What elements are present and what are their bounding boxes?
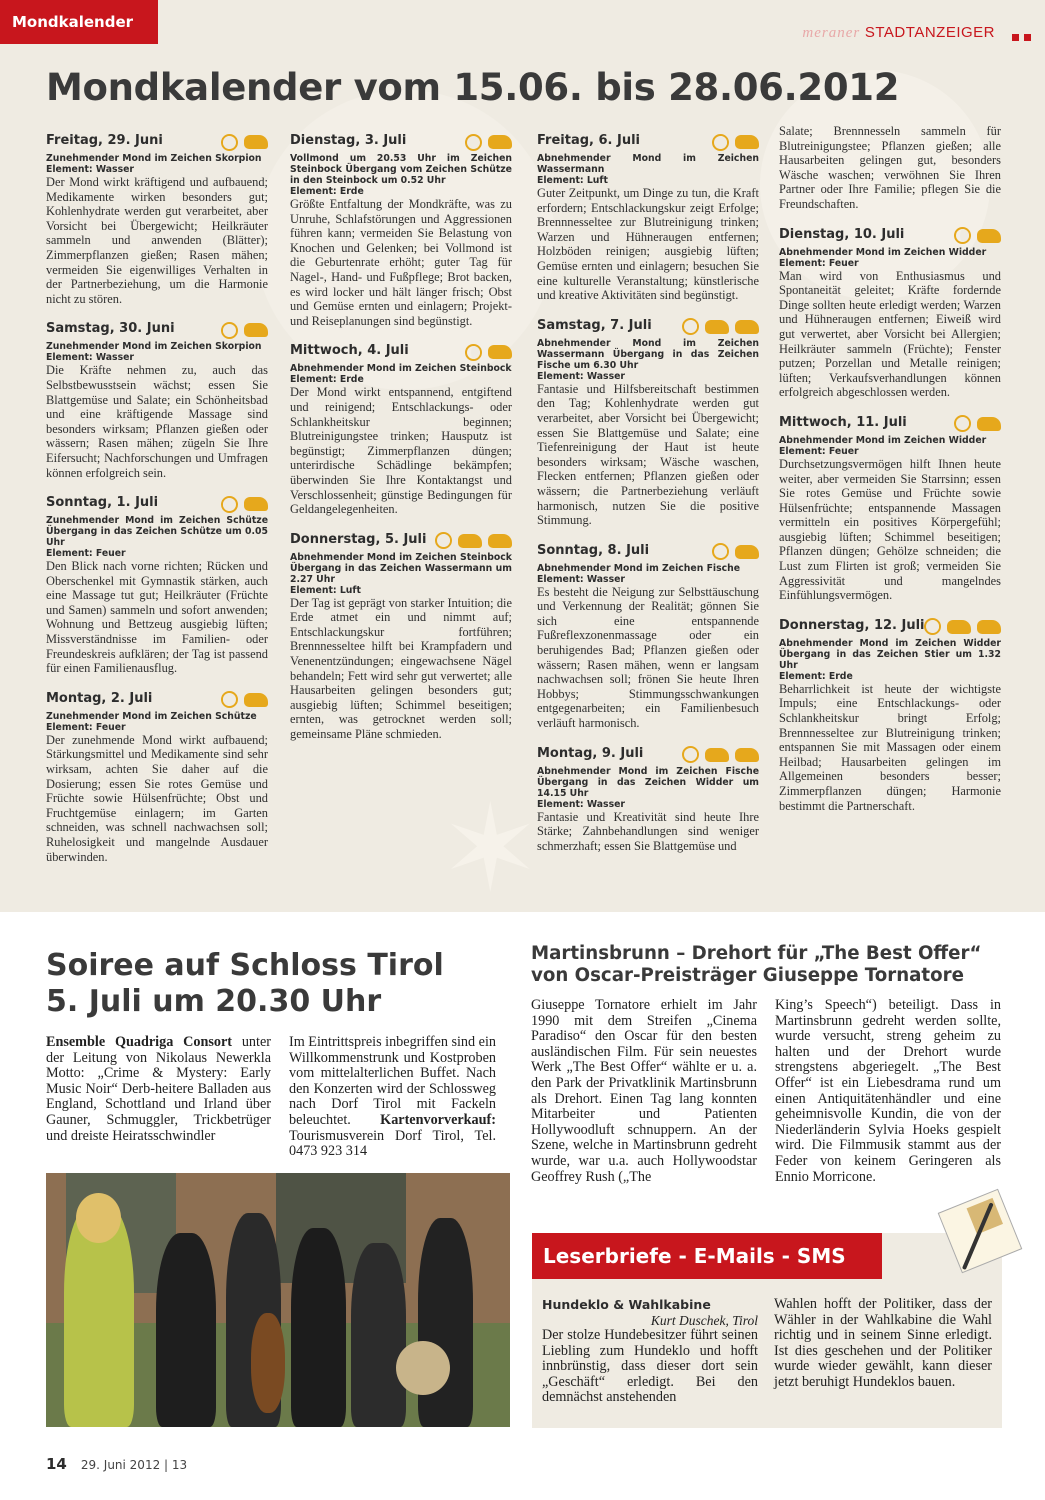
entry-body: Man wird von Enthusiasmus und Spontaneität geleitet; Kräfte fordernde Dinge sollten heute erledigt werden; Warzen und Hühneraugen entfernen; Eiweiß wird gut verwertet, aber Vorsicht bei Allergien; Heilkräuter sammeln (Früchte); Fenster putzen; Porzellan und Metalle reinigen; lüften; Verkaufsverhandlungen können erfolgreich abgeschlossen werden.: [779, 268, 1001, 400]
calendar-entry: [779, 226, 1001, 400]
entry-moon-sign: Abnehmender Mond im Zeichen Wassermann: [537, 153, 759, 175]
aries-icon: [977, 417, 1001, 431]
entry-element: Element: Feuer: [46, 548, 126, 560]
entry-element: Element: Luft: [290, 584, 361, 596]
entry-body: Fantasie und Hilfsbereitschaft bestimmen den Tag; Kohlenhydrate werden gut verarbeitet, aber Vorsicht bei Übergewicht; essen Sie Blattgemüse und Salate; eine Tiefenreinigung der Haut ist heute besonders wirksam; Wäsche waschen, Flecken entfernen; Pflanzen gießen oder wässern; die Partnerbeziehung verläuft harmonisch, nutzen Sie die positive Stimmung.: [537, 381, 759, 528]
entry-moon-sign: Zunehmender Mond im Zeichen Skorpion: [46, 341, 262, 353]
waning-moon-icon: [924, 618, 941, 635]
calendar-entry: [290, 531, 512, 742]
entry-body: Der Mond wirkt entspannend, entgiftend und reinigend; Entschlackungs- oder Schlankheitskur beginnen; Blutreinigungstee trinken; Hausputz ist begünstigt; Zimmerpflanzen düngen; unterirdische Schädlinge bekämpfen; überwinden Sie Ihre Kontaktangst und Verschlossenheit; günstige Bedingungen für Geldangelegenheiten.: [290, 385, 512, 517]
waning-moon-icon: [712, 134, 729, 151]
entry-body: Es besteht die Neigung zur Selbsttäuschung und Verkennung der Realität; gönnen Sie sich eine entspannende Fußreflexzonenmassage oder ein beruhigendes Bad; Pflanzen gießen oder wässern; Rasen mähen, wenn er langsam nachwachsen soll; frönen Sie heute Ihren Hobbys; Stimmungsschwankungen entgegenarbeiten; ein Familienbesuch verläuft harmonisch.: [537, 584, 759, 731]
entry-icons: [682, 317, 759, 337]
page-number: 14: [46, 1455, 67, 1473]
entry-moon-sign: Abnehmender Mond im Zeichen Steinbock: [290, 363, 512, 375]
letters-box: [532, 1233, 1002, 1428]
entry-icons: [712, 542, 759, 562]
entry-moon-sign: Zunehmender Mond im Zeichen Schütze Übergang in das Zeichen Schütze um 0.05 Uhr: [46, 515, 268, 549]
aquarius-icon: [735, 135, 759, 149]
calendar-entry-continuation: [779, 124, 1001, 212]
calendar-column-2: [290, 132, 512, 756]
calendar-entry: [779, 617, 1001, 813]
waning-moon-icon: [465, 344, 482, 361]
calendar-entry: [46, 320, 268, 480]
entry-body: Größte Entfaltung der Mondkräfte, was zu Unruhe, Schlafstörungen und Aggressionen führen kann; vermeiden Sie Belastung von Knochen und Gelenken; bei Vollmond ist die Geburtenrate erhöht; guter Tag für Nagel-, Hand- und Fußpflege; Brot backen, es wird locker und hält länger frisch; Obst und Gemüse ernten und einlagern; Projekt- und Reiseplanungen sind begünstigt.: [290, 197, 512, 328]
entry-body: Fantasie und Kreativität sind heute Ihre Stärke; Zahnbehandlungen sind weniger schmerzhaft; essen Sie Blattgemüse und: [537, 809, 759, 853]
publication-brand: [802, 24, 995, 42]
page-footer: [46, 1455, 187, 1473]
entry-day: Mittwoch, 4. Juli: [290, 343, 409, 359]
martinsbrunn-text-col-2: King’s Speech“) beteiligt. Dass in Martinsbrunn gedreht werden sollte, wurde versucht, streng geheim zu halten und der Drehort wurde strengstens abgeriegelt. „The Best Offer“ ist ein Liebesdrama rund um einen Antiquitätenhändler und eine geheimnisvolle Kundin, die von der Niederländerin Sylvia Hoeks gespielt wird. Die Filmmusik stammt aus der Feder von keinem Geringeren als Ennio Morricone.: [775, 997, 1001, 1185]
pisces-icon: [735, 320, 759, 334]
entry-body: Die Kräfte nehmen zu, auch das Selbstbewusstsein wächst; essen Sie Blattgemüse und Salate; ein Schönheitsbad und eine kräftigende Massage sind besonders wirksam; Pflanzen gießen oder wässern; Rasen mähen; zügeln Sie Ihre Eifersucht; Nachforschungen und Umfragen können erfolgreich sein.: [46, 363, 268, 480]
entry-moon-sign: Abnehmender Mond im Zeichen Widder: [779, 434, 987, 446]
entry-day: Samstag, 7. Juli: [537, 317, 652, 333]
scorpio-icon: [244, 135, 268, 149]
aquarius-icon: [705, 320, 729, 334]
entry-day: Montag, 2. Juli: [46, 690, 153, 706]
entry-header: [537, 542, 759, 562]
waxing-moon-icon: [221, 322, 238, 339]
section-tab: Mondkalender: [0, 0, 158, 44]
entry-header: [290, 132, 512, 152]
photo-person-2: [156, 1233, 216, 1427]
entry-day: Dienstag, 10. Juli: [779, 226, 905, 242]
photo-person-4: [291, 1228, 346, 1427]
entry-header: [779, 414, 1001, 434]
capricorn-icon: [458, 534, 482, 548]
entry-icons: [954, 226, 1001, 246]
entry-header: [46, 494, 268, 514]
entry-element: Element: Wasser: [46, 352, 135, 364]
entry-day: Donnerstag, 12. Juli: [779, 617, 925, 633]
full-moon-icon: [465, 134, 482, 151]
soiree-details: Im Eintrittspreis inbegriffen sind ein Willkommenstrunk und Kostproben vom mittelalterlichen Buffet. Nach den Konzerten wird der Schlossweg nach Dorf Tirol mit Fackeln beleuchtet.: [289, 1034, 496, 1128]
calendar-column-1: [46, 132, 268, 878]
calendar-entry: [46, 690, 268, 864]
entry-body: Den Blick nach vorne richten; Rücken und Oberschenkel mit Gymnastik stärken, auch eine Massage tut gut; Heilkräuter (Früchte und Samen) sammeln und sofort anwenden; Wohnung und Bettzeug ausgiebig lüften; Missverständnisse im Familien- oder Freundeskreis aufklären; der Tag ist passend für einen Familienausflug.: [46, 559, 268, 676]
issue-date: 29. Juni 2012 | 13: [80, 1458, 188, 1472]
presale-label: Kartenvorverkauf:: [380, 1111, 496, 1128]
entry-element: Element: Erde: [290, 374, 364, 386]
waning-moon-icon: [682, 746, 699, 763]
entry-day: Sonntag, 8. Juli: [537, 542, 650, 558]
letter-title: Hundeklo & Wahlkabine: [542, 1297, 711, 1312]
entry-moon-sign: Zunehmender Mond im Zeichen Skorpion: [46, 153, 262, 164]
martinsbrunn-text-col-1: Giuseppe Tornatore erhielt im Jahr 1990 mit dem Streifen „Cinema Paradiso“ den Oscar für den besten ausländischen Film. Für sein neuestes Werk „The Best Offer“ wählte er u. a. den Park der Privatklinik Martinsbrunn als Drehort. Einen Tag lang konnten Mitarbeiter und Patienten Hollywoodluft schnuppern. An der Szene, welche in Martinsbrunn gedreht wurde, war u.a. auch Hollywoodstar Geoffrey Rush („The: [531, 997, 757, 1185]
entry-day: Donnerstag, 5. Juli: [290, 531, 427, 547]
entry-icons: [465, 132, 512, 152]
calendar-entry: [537, 132, 759, 303]
calendar-column-3: [537, 132, 759, 867]
aries-icon: [735, 748, 759, 762]
entry-day: Dienstag, 3. Juli: [290, 133, 407, 148]
brand-caps: STADTANZEIGER: [864, 24, 995, 41]
entry-body: Der zunehmende Mond wirkt aufbauend; Stärkungsmittel und Medikamente sind sehr wirksam, achten Sie daher auf die Dosierung; essen Sie rotes Gemüse und Früchte sowie Hülsenfrüchte; Obst und Fruchtgemüse einlagern; im Garten schneiden, was schnell nachwachsen soll; Ruhelosigkeit und mangelnde Ausdauer überwinden.: [46, 732, 268, 864]
pisces-icon: [735, 545, 759, 559]
entry-icons: [924, 617, 1001, 637]
entry-element: Element: Erde: [779, 670, 853, 682]
entry-icons: [221, 494, 268, 514]
entry-icons: [682, 745, 759, 765]
presale-text: Tourismusverein Dorf Tirol, Tel. 0473 923 314: [289, 1127, 496, 1160]
calendar-entry: [537, 745, 759, 854]
capricorn-icon: [488, 135, 512, 149]
sagittarius-icon: [244, 693, 268, 707]
entry-element: Element: Wasser: [537, 370, 626, 382]
entry-header: [46, 132, 268, 152]
entry-icons: [435, 531, 512, 551]
entry-header: [537, 132, 759, 152]
brand-dots-icon: [1007, 28, 1037, 36]
entry-element: Element: Erde: [290, 186, 364, 197]
soiree-text-col-2: [289, 1035, 496, 1160]
aries-icon: [947, 620, 971, 634]
waning-moon-icon: [435, 532, 452, 549]
page-title: Mondkalender vom 15.06. bis 28.06.2012: [46, 66, 900, 109]
entry-body: Salate; Brennnesseln sammeln für Blutreinigungstee; Pflanzen gießen; alle Hausarbeiten gelingen gut, besonders Wäsche waschen; verwöhnen Sie Ihren Partner oder Ihre Familie; pflegen Sie die Freundschaften.: [779, 124, 1001, 211]
entry-day: Freitag, 29. Juni: [46, 133, 163, 148]
entry-moon-sign: Abnehmender Mond im Zeichen Fische: [537, 562, 741, 574]
letter-pen-icon: [931, 1182, 1030, 1281]
entry-moon-sign: Abnehmender Mond im Zeichen Widder: [779, 246, 987, 258]
entry-icons: [221, 132, 268, 152]
entry-header: [46, 320, 268, 340]
capricorn-icon: [488, 345, 512, 359]
photo-person-6: [418, 1218, 473, 1427]
calendar-entry: [537, 317, 759, 528]
waxing-moon-icon: [221, 691, 238, 708]
letters-section-bar: Leserbriefe - E-Mails - SMS: [532, 1233, 882, 1279]
waning-moon-icon: [954, 227, 971, 244]
letter-text-1: Der stolze Hundebesitzer führt seinen Liebling zum Hundeklo und hofft innbrünstig, dass dieser dort sein „Geschäft“ erledigt. Bei den demnächst anstehenden: [542, 1327, 758, 1406]
entry-day: Freitag, 6. Juli: [537, 133, 641, 148]
entry-header: [779, 226, 1001, 246]
ensemble-photo: [46, 1173, 510, 1427]
entry-day: Mittwoch, 11. Juli: [779, 414, 907, 430]
calendar-entry: [537, 542, 759, 731]
viol-icon: [251, 1313, 285, 1413]
calendar-entry: [46, 494, 268, 676]
calendar-column-4: [779, 126, 1001, 827]
entry-header: [46, 690, 268, 710]
entry-element: Element: Wasser: [537, 798, 626, 810]
aquarius-icon: [488, 534, 512, 548]
aries-icon: [977, 229, 1001, 243]
entry-moon-sign: Abnehmender Mond im Zeichen Fische Übergang in das Zeichen Widder um 14.15 Uhr: [537, 765, 759, 799]
entry-element: Element: Wasser: [46, 164, 135, 175]
entry-body: Beharrlichkeit ist heute der wichtigste Impuls; eine Entschlackungs- oder Schlankheitskur bringt Erfolg; Brennnesseltee zur Blutreinigung trinken; entspannen Sie mit Massagen oder einem Heilbad; Hausarbeiten gelingen im Allgemeinen besonders besser; Zimmerpflanzen düngen; Harmonie bestimmt die Partnerschaft.: [779, 681, 1001, 813]
entry-icons: [712, 132, 759, 152]
sagittarius-icon: [244, 497, 268, 511]
entry-icons: [954, 414, 1001, 434]
entry-element: Element: Wasser: [537, 573, 626, 585]
entry-moon-sign: Abnehmender Mond im Zeichen Widder Übergang in das Zeichen Stier um 1.32 Uhr: [779, 637, 1001, 671]
entry-header: [537, 745, 759, 765]
soiree-intro: unter der Leitung von Nikolaus Newerkla Motto: „Crime & Mystery: Early Music Noir“ Derb-heitere Balladen aus England, Schottland und Irland über Gauner, Schmuggler, Trickbetrüger und dreiste Heiratsschwindler: [46, 1034, 271, 1144]
entry-header: [779, 617, 1001, 637]
entry-moon-sign: Zunehmender Mond im Zeichen Schütze: [46, 710, 257, 722]
taurus-icon: [977, 620, 1001, 634]
letter-col-1: [542, 1297, 758, 1406]
soiree-headline: Soiree auf Schloss Tirol 5. Juli um 20.30 Uhr: [46, 948, 444, 1019]
entry-body: Der Mond wirkt kräftigend und aufbauend; Medikamente wirken besonders gut; Kohlenhydrate werden gut verarbeitet, aber Vorsicht bei Übergewicht; Heilkräuter sammeln und anwenden (Blätter); Zimmerpflanzen gießen; Rasen mähen; vermeiden Sie eigenwilliges Verhalten in der Partnerbeziehung, um die Harmonie nicht zu stören.: [46, 175, 268, 306]
soiree-text-col-1: [46, 1035, 271, 1144]
entry-moon-sign: Abnehmender Mond im Zeichen Steinbock Übergang in das Zeichen Wassermann um 2.27 Uhr: [290, 551, 512, 585]
entry-element: Element: Feuer: [779, 445, 859, 457]
calendar-entry: [779, 414, 1001, 603]
letter-text-2: Wahlen hofft der Politiker, dass der Wähler in der Wahlkabine die Wahl richtig und in seinem Sinne erledigt. Ist dies geschehen und der Politiker wurde wieder gewählt, kann dieser jetzt beruhigt Hundeklos bauen.: [774, 1296, 992, 1390]
waning-moon-icon: [682, 318, 699, 335]
waning-moon-icon: [712, 543, 729, 560]
photo-person-5: [351, 1243, 406, 1427]
entry-moon-sign: Abnehmender Mond im Zeichen Wassermann Übergang in das Zeichen Fische um 6.30 Uhr: [537, 337, 759, 371]
entry-body: Guter Zeitpunkt, um Dinge zu tun, die Kraft erfordern; Entschlackungskur zeigt Erfolge; Brennnesseltee zur Blutreinigung trinken; Warzen und Hühneraugen entfernen; Holzböden reinigen; ausgiebig lüften; Gemüse ernten und einlagern; besuchen Sie eine kulturelle Veranstaltung; künstlerische und kreative Aktivitäten sind begünstigt.: [537, 186, 759, 303]
entry-icons: [465, 342, 512, 362]
entry-element: Element: Feuer: [779, 257, 859, 269]
entry-header: [290, 531, 512, 551]
entry-day: Samstag, 30. Juni: [46, 321, 175, 337]
entry-element: Element: Feuer: [46, 721, 126, 733]
entry-moon-sign: Vollmond um 20.53 Uhr im Zeichen Steinbock Übergang vom Zeichen Schütze in den Steinbock um 0.52 Uhr: [290, 153, 512, 186]
entry-element: Element: Luft: [537, 175, 608, 186]
calendar-entry: [290, 132, 512, 328]
entry-icons: [221, 690, 268, 710]
entry-body: Durchsetzungsvermögen hilft Ihnen heute weiter, aber vermeiden Sie Starrsinn; essen Sie rotes Gemüse und Früchte sowie Hülsenfrüchte; entspannende Massagen vermitteln ein positives Körpergefühl; ausgiebig lüften; Schimmel beseitigen; Pflanzen düngen; Gehölze schneiden; die Lust zum Flirten ist groß; vermeiden Sie Aggressivität und mangelndes Einfühlungsvermögen.: [779, 456, 1001, 603]
martinsbrunn-headline: Martinsbrunn – Drehort für „The Best Offer“ von Oscar-Preisträger Giuseppe Tornatore: [531, 943, 982, 986]
frame-drum-icon: [396, 1341, 450, 1395]
entry-header: [537, 317, 759, 337]
letter-author: Kurt Duschek, Tirol: [650, 1313, 758, 1328]
waning-moon-icon: [954, 415, 971, 432]
entry-header: [290, 342, 512, 362]
pisces-icon: [705, 748, 729, 762]
watermark-star-icon: ✶: [440, 783, 541, 912]
calendar-entry: [290, 342, 512, 516]
calendar-entry: [46, 132, 268, 306]
brand-script: meraner: [802, 25, 861, 41]
scorpio-icon: [244, 323, 268, 337]
waxing-moon-icon: [221, 134, 238, 151]
entry-icons: [221, 320, 268, 340]
entry-day: Sonntag, 1. Juli: [46, 495, 159, 511]
entry-day: Montag, 9. Juli: [537, 745, 644, 761]
ensemble-name: Ensemble Quadriga Consort: [46, 1034, 232, 1050]
entry-body: Der Tag ist geprägt von starker Intuition; die Erde atmet ein und nimmt auf; Entschlackungskur fortführen; Brennnesseltee hilft bei Krampfadern und Venenentzündungen; eingewachsene Nägel behandeln; Fett wird sehr gut verwertet; alle Hausarbeiten gelingen besonders gut; ausgiebig lüften; Schimmel beseitigen; ernten, was getrocknet werden soll; gemeinsame Pläne schmieden.: [290, 595, 512, 742]
waxing-moon-icon: [221, 496, 238, 513]
